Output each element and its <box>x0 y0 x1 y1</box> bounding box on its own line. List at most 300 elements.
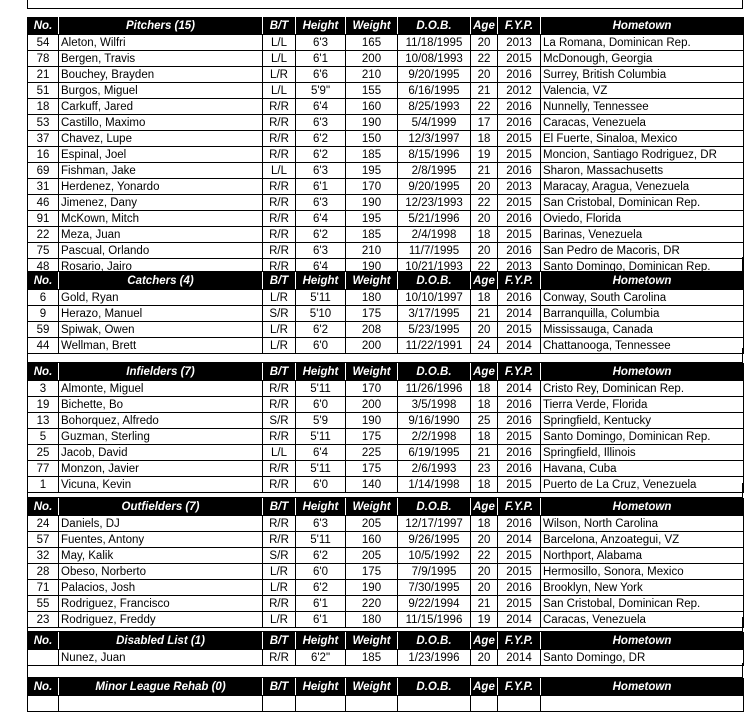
table-cell: 20 <box>471 532 498 548</box>
table-row <box>28 131 744 147</box>
table-cell: 2/2/1998 <box>398 429 471 445</box>
table-cell: R/R <box>263 131 296 147</box>
column-header: Hometown <box>541 633 744 650</box>
table-cell: Guzman, Sterling <box>59 429 263 445</box>
table-cell: 10/21/1993 <box>398 259 471 275</box>
table-cell: Oviedo, Florida <box>541 211 744 227</box>
table-cell: 22 <box>471 51 498 67</box>
table-cell: Santo Domingo, DR <box>541 650 744 666</box>
table-cell: Wilson, North Carolina <box>541 516 744 532</box>
table-cell: 20 <box>471 243 498 259</box>
table-cell: 200 <box>346 397 398 413</box>
table-cell: Fishman, Jake <box>59 163 263 179</box>
column-header: Hometown <box>541 499 744 516</box>
column-header: D.O.B. <box>398 273 471 290</box>
table-cell: 2015 <box>498 322 541 338</box>
table-cell: 7/30/1995 <box>398 580 471 596</box>
table-cell: San Cristobal, Dominican Rep. <box>541 195 744 211</box>
table-cell: 20 <box>471 650 498 666</box>
table-cell: 2015 <box>498 51 541 67</box>
table-cell: Cristo Rey, Dominican Rep. <box>541 381 744 397</box>
table-cell <box>28 650 59 666</box>
table-cell: 6'2 <box>296 322 346 338</box>
table-row <box>28 429 744 445</box>
table-cell: Jimenez, Dany <box>59 195 263 211</box>
table-row <box>28 397 744 413</box>
section-title: Pitchers (15) <box>59 18 263 35</box>
table-cell: 55 <box>28 596 59 612</box>
table-cell: 5'11 <box>296 532 346 548</box>
table-cell: Valencia, VZ <box>541 83 744 99</box>
table-cell: Nunez, Juan <box>59 650 263 666</box>
table-cell: 19 <box>28 397 59 413</box>
table-cell: 78 <box>28 51 59 67</box>
table-cell: L/R <box>263 338 296 354</box>
table-cell <box>296 696 346 712</box>
table-cell: 150 <box>346 131 398 147</box>
table-cell: 155 <box>346 83 398 99</box>
column-header: F.Y.P. <box>498 499 541 516</box>
table-cell: Brooklyn, New York <box>541 580 744 596</box>
table-cell: 205 <box>346 548 398 564</box>
table-cell: 12/3/1997 <box>398 131 471 147</box>
table-cell: 2015 <box>498 564 541 580</box>
section-title: Outfielders (7) <box>59 499 263 516</box>
table-row <box>28 650 744 666</box>
table-cell: 54 <box>28 35 59 51</box>
table-cell: 2016 <box>498 461 541 477</box>
table-row <box>28 461 744 477</box>
table-cell: Almonte, Miguel <box>59 381 263 397</box>
table-cell: Spiwak, Owen <box>59 322 263 338</box>
table-cell: Castillo, Maximo <box>59 115 263 131</box>
table-cell: 2015 <box>498 147 541 163</box>
table-cell: Meza, Juan <box>59 227 263 243</box>
table-cell: Obeso, Norberto <box>59 564 263 580</box>
table-cell: 22 <box>471 259 498 275</box>
table-cell: Nunnelly, Tennessee <box>541 99 744 115</box>
table-cell: 9/20/1995 <box>398 67 471 83</box>
column-header: Weight <box>346 273 398 290</box>
column-header: Age <box>471 679 498 696</box>
table-cell: R/R <box>263 397 296 413</box>
table-cell: 6'1 <box>296 612 346 628</box>
table-cell: 10/5/1992 <box>398 548 471 564</box>
table-cell <box>398 696 471 712</box>
table-cell: 16 <box>28 147 59 163</box>
table-cell: 18 <box>471 397 498 413</box>
table-cell: Hermosillo, Sonora, Mexico <box>541 564 744 580</box>
table-cell: 5/4/1999 <box>398 115 471 131</box>
table-cell: 21 <box>471 83 498 99</box>
table-cell: Bouchey, Brayden <box>59 67 263 83</box>
table-cell: 23 <box>28 612 59 628</box>
table-cell: 3/17/1995 <box>398 306 471 322</box>
table-cell: El Fuerte, Sinaloa, Mexico <box>541 131 744 147</box>
table-cell: 2016 <box>498 580 541 596</box>
table-row <box>28 516 744 532</box>
table-cell: 6'3 <box>296 195 346 211</box>
column-header: B/T <box>263 633 296 650</box>
table-cell: 75 <box>28 243 59 259</box>
table-cell: R/R <box>263 650 296 666</box>
table-cell: 1/14/1998 <box>398 477 471 493</box>
table-cell: 190 <box>346 195 398 211</box>
table-cell: L/R <box>263 322 296 338</box>
table-cell: 160 <box>346 532 398 548</box>
table-cell: 18 <box>471 227 498 243</box>
table-row <box>28 163 744 179</box>
table-cell: 20 <box>471 67 498 83</box>
table-cell: 185 <box>346 650 398 666</box>
table-cell: 2013 <box>498 179 541 195</box>
table-cell: 91 <box>28 211 59 227</box>
column-header: Height <box>296 273 346 290</box>
table-cell: 195 <box>346 211 398 227</box>
table-cell: L/R <box>263 290 296 306</box>
table-row <box>28 243 744 259</box>
table-row <box>28 548 744 564</box>
table-row <box>28 227 744 243</box>
table-cell: 165 <box>346 35 398 51</box>
table-cell: 5'9" <box>296 83 346 99</box>
table-cell: 18 <box>471 429 498 445</box>
table-cell: 195 <box>346 163 398 179</box>
table-cell: R/R <box>263 596 296 612</box>
table-cell: Monzon, Javier <box>59 461 263 477</box>
table-cell: Chattanooga, Tennessee <box>541 338 744 354</box>
table-cell: R/R <box>263 115 296 131</box>
table-cell: Bohorquez, Alfredo <box>59 413 263 429</box>
section-title: Catchers (4) <box>59 273 263 290</box>
table-cell: 59 <box>28 322 59 338</box>
table-cell: 13 <box>28 413 59 429</box>
table-row <box>28 696 744 712</box>
table-cell: Puerto de La Cruz, Venezuela <box>541 477 744 493</box>
table-cell: Barranquilla, Columbia <box>541 306 744 322</box>
table-cell: 17 <box>471 115 498 131</box>
table-cell: 24 <box>471 338 498 354</box>
column-header: Height <box>296 18 346 35</box>
table-cell: 20 <box>471 211 498 227</box>
table-cell: San Pedro de Macoris, DR <box>541 243 744 259</box>
roster-section-table <box>27 498 744 628</box>
column-header: Weight <box>346 679 398 696</box>
table-cell: Jacob, David <box>59 445 263 461</box>
roster-section-table <box>27 363 744 493</box>
table-cell: San Cristobal, Dominican Rep. <box>541 596 744 612</box>
table-cell: Chavez, Lupe <box>59 131 263 147</box>
table-cell: L/L <box>263 51 296 67</box>
table-cell: 5'11 <box>296 461 346 477</box>
previous-section-edge <box>27 0 743 9</box>
table-cell: 7/9/1995 <box>398 564 471 580</box>
table-cell: Rosario, Jairo <box>59 259 263 275</box>
table-cell: R/R <box>263 461 296 477</box>
table-cell: S/R <box>263 548 296 564</box>
table-cell: 22 <box>471 195 498 211</box>
table-cell: R/R <box>263 477 296 493</box>
table-cell: 22 <box>471 99 498 115</box>
table-cell: 9/20/1995 <box>398 179 471 195</box>
table-cell: 2015 <box>498 195 541 211</box>
table-cell: 21 <box>471 306 498 322</box>
column-header: Hometown <box>541 679 744 696</box>
column-header: F.Y.P. <box>498 633 541 650</box>
table-cell: 77 <box>28 461 59 477</box>
table-row <box>28 306 744 322</box>
table-cell: Carkuff, Jared <box>59 99 263 115</box>
table-cell: 220 <box>346 596 398 612</box>
table-cell: 2014 <box>498 612 541 628</box>
table-cell: 6'2" <box>296 650 346 666</box>
table-cell: 6'6 <box>296 67 346 83</box>
table-cell: 3/5/1998 <box>398 397 471 413</box>
table-cell: R/R <box>263 381 296 397</box>
table-cell: Havana, Cuba <box>541 461 744 477</box>
roster-section-table <box>27 632 744 666</box>
table-cell: 2015 <box>498 477 541 493</box>
table-cell: 11/18/1995 <box>398 35 471 51</box>
table-cell: L/R <box>263 67 296 83</box>
table-cell: 2/8/1995 <box>398 163 471 179</box>
table-row <box>28 381 744 397</box>
table-cell: Bichette, Bo <box>59 397 263 413</box>
table-cell: 6'4 <box>296 445 346 461</box>
table-cell: 6'0 <box>296 338 346 354</box>
table-cell: 2016 <box>498 397 541 413</box>
section-header-row <box>28 273 744 290</box>
table-cell: Espinal, Joel <box>59 147 263 163</box>
table-cell: 51 <box>28 83 59 99</box>
table-row <box>28 195 744 211</box>
table-cell: L/R <box>263 580 296 596</box>
table-cell: 6'4 <box>296 259 346 275</box>
table-row <box>28 51 744 67</box>
table-cell: Fuentes, Antony <box>59 532 263 548</box>
table-cell: 18 <box>471 290 498 306</box>
table-cell: L/R <box>263 564 296 580</box>
table-cell: McKown, Mitch <box>59 211 263 227</box>
table-cell: 2016 <box>498 445 541 461</box>
column-header: D.O.B. <box>398 18 471 35</box>
table-cell: 2016 <box>498 163 541 179</box>
table-row <box>28 564 744 580</box>
table-cell: 190 <box>346 115 398 131</box>
table-cell: Herdenez, Yonardo <box>59 179 263 195</box>
table-cell: 11/7/1995 <box>398 243 471 259</box>
table-cell: R/R <box>263 147 296 163</box>
section-header-row <box>28 679 744 696</box>
column-header: Age <box>471 18 498 35</box>
table-cell <box>263 696 296 712</box>
table-cell: 69 <box>28 163 59 179</box>
table-cell: 18 <box>471 131 498 147</box>
table-cell: 2016 <box>498 99 541 115</box>
table-cell: May, Kalik <box>59 548 263 564</box>
table-cell: 2016 <box>498 290 541 306</box>
section-header-row <box>28 18 744 35</box>
table-cell: 31 <box>28 179 59 195</box>
table-cell: Sharon, Massachusetts <box>541 163 744 179</box>
column-header: Weight <box>346 18 398 35</box>
table-cell: 2014 <box>498 338 541 354</box>
column-header: Age <box>471 273 498 290</box>
table-cell: 2016 <box>498 67 541 83</box>
column-header: No. <box>28 18 59 35</box>
table-cell <box>346 696 398 712</box>
table-cell: 10/08/1993 <box>398 51 471 67</box>
table-cell: 175 <box>346 429 398 445</box>
table-row <box>28 99 744 115</box>
column-header: No. <box>28 499 59 516</box>
table-cell: 8/25/1993 <box>398 99 471 115</box>
table-cell: 71 <box>28 580 59 596</box>
table-cell: 6'3 <box>296 516 346 532</box>
column-header: Age <box>471 633 498 650</box>
table-cell: Northport, Alabama <box>541 548 744 564</box>
table-cell: L/L <box>263 83 296 99</box>
table-cell: 175 <box>346 564 398 580</box>
table-cell: 2016 <box>498 413 541 429</box>
table-cell: 25 <box>28 445 59 461</box>
table-cell: 2012 <box>498 83 541 99</box>
table-cell <box>28 696 59 712</box>
table-cell: 6/19/1995 <box>398 445 471 461</box>
column-header: F.Y.P. <box>498 273 541 290</box>
column-header: Hometown <box>541 18 744 35</box>
table-cell: 23 <box>471 461 498 477</box>
table-row <box>28 413 744 429</box>
table-cell: 5/21/1996 <box>398 211 471 227</box>
column-header: F.Y.P. <box>498 364 541 381</box>
table-cell: 180 <box>346 612 398 628</box>
table-cell: 185 <box>346 227 398 243</box>
table-cell: 2014 <box>498 306 541 322</box>
table-cell: 5/23/1995 <box>398 322 471 338</box>
table-cell: 6 <box>28 290 59 306</box>
table-cell: 2014 <box>498 532 541 548</box>
table-cell: 48 <box>28 259 59 275</box>
table-cell: S/R <box>263 306 296 322</box>
column-header: F.Y.P. <box>498 18 541 35</box>
table-cell: 175 <box>346 306 398 322</box>
table-cell: 20 <box>471 580 498 596</box>
table-cell: 5'11 <box>296 290 346 306</box>
table-cell: R/R <box>263 532 296 548</box>
column-header: Weight <box>346 633 398 650</box>
table-cell: Springfield, Kentucky <box>541 413 744 429</box>
table-cell: Barcelona, Anzoategui, VZ <box>541 532 744 548</box>
table-cell: 53 <box>28 115 59 131</box>
table-row <box>28 580 744 596</box>
table-cell: 24 <box>28 516 59 532</box>
table-cell: 140 <box>346 477 398 493</box>
table-cell: 5'11 <box>296 381 346 397</box>
column-header: Height <box>296 499 346 516</box>
column-header: Height <box>296 364 346 381</box>
table-cell: 19 <box>471 612 498 628</box>
column-header: Height <box>296 679 346 696</box>
table-cell: 2014 <box>498 650 541 666</box>
table-row <box>28 179 744 195</box>
table-cell: 210 <box>346 67 398 83</box>
table-cell: 6/16/1995 <box>398 83 471 99</box>
table-cell: Burgos, Miguel <box>59 83 263 99</box>
table-cell: La Romana, Dominican Rep. <box>541 35 744 51</box>
table-cell: 6'3 <box>296 35 346 51</box>
column-header: No. <box>28 679 59 696</box>
table-row <box>28 67 744 83</box>
table-row <box>28 532 744 548</box>
table-cell: 9/26/1995 <box>398 532 471 548</box>
table-cell: 200 <box>346 338 398 354</box>
table-cell: 21 <box>471 596 498 612</box>
table-cell: 2013 <box>498 259 541 275</box>
column-header: No. <box>28 273 59 290</box>
table-row <box>28 35 744 51</box>
table-cell: 9/22/1994 <box>398 596 471 612</box>
table-cell: 208 <box>346 322 398 338</box>
table-cell: Rodriguez, Freddy <box>59 612 263 628</box>
table-cell: Caracas, Venezuela <box>541 115 744 131</box>
table-cell: L/R <box>263 612 296 628</box>
table-cell: Maracay, Aragua, Venezuela <box>541 179 744 195</box>
table-cell: Wellman, Brett <box>59 338 263 354</box>
table-cell: Vicuna, Kevin <box>59 477 263 493</box>
table-cell <box>471 696 498 712</box>
table-cell: 2/4/1998 <box>398 227 471 243</box>
table-cell: Bergen, Travis <box>59 51 263 67</box>
table-row <box>28 115 744 131</box>
section-header-row <box>28 364 744 381</box>
table-cell <box>541 696 744 712</box>
table-cell: 6'0 <box>296 564 346 580</box>
section-title: Minor League Rehab (0) <box>59 679 263 696</box>
table-row <box>28 147 744 163</box>
column-header: B/T <box>263 18 296 35</box>
table-cell: R/R <box>263 516 296 532</box>
table-cell: 6'4 <box>296 99 346 115</box>
table-cell: Springfield, Illinois <box>541 445 744 461</box>
table-cell: 20 <box>471 179 498 195</box>
table-cell: 21 <box>28 67 59 83</box>
table-cell: 6'2 <box>296 580 346 596</box>
table-cell: 170 <box>346 179 398 195</box>
table-cell: Gold, Ryan <box>59 290 263 306</box>
table-cell: 2013 <box>498 35 541 51</box>
table-cell: 3 <box>28 381 59 397</box>
table-cell: McDonough, Georgia <box>541 51 744 67</box>
table-cell: 6'3 <box>296 163 346 179</box>
table-cell: 5'9 <box>296 413 346 429</box>
table-cell <box>498 696 541 712</box>
column-header: Age <box>471 499 498 516</box>
table-cell: 28 <box>28 564 59 580</box>
table-cell: 2014 <box>498 381 541 397</box>
column-header: B/T <box>263 364 296 381</box>
table-cell: 37 <box>28 131 59 147</box>
section-header-row <box>28 633 744 650</box>
table-cell: R/R <box>263 211 296 227</box>
table-cell: L/L <box>263 445 296 461</box>
table-cell: 46 <box>28 195 59 211</box>
table-cell: 21 <box>471 445 498 461</box>
table-row <box>28 477 744 493</box>
table-cell: 6'1 <box>296 51 346 67</box>
table-cell: 2015 <box>498 429 541 445</box>
table-cell: 18 <box>471 381 498 397</box>
